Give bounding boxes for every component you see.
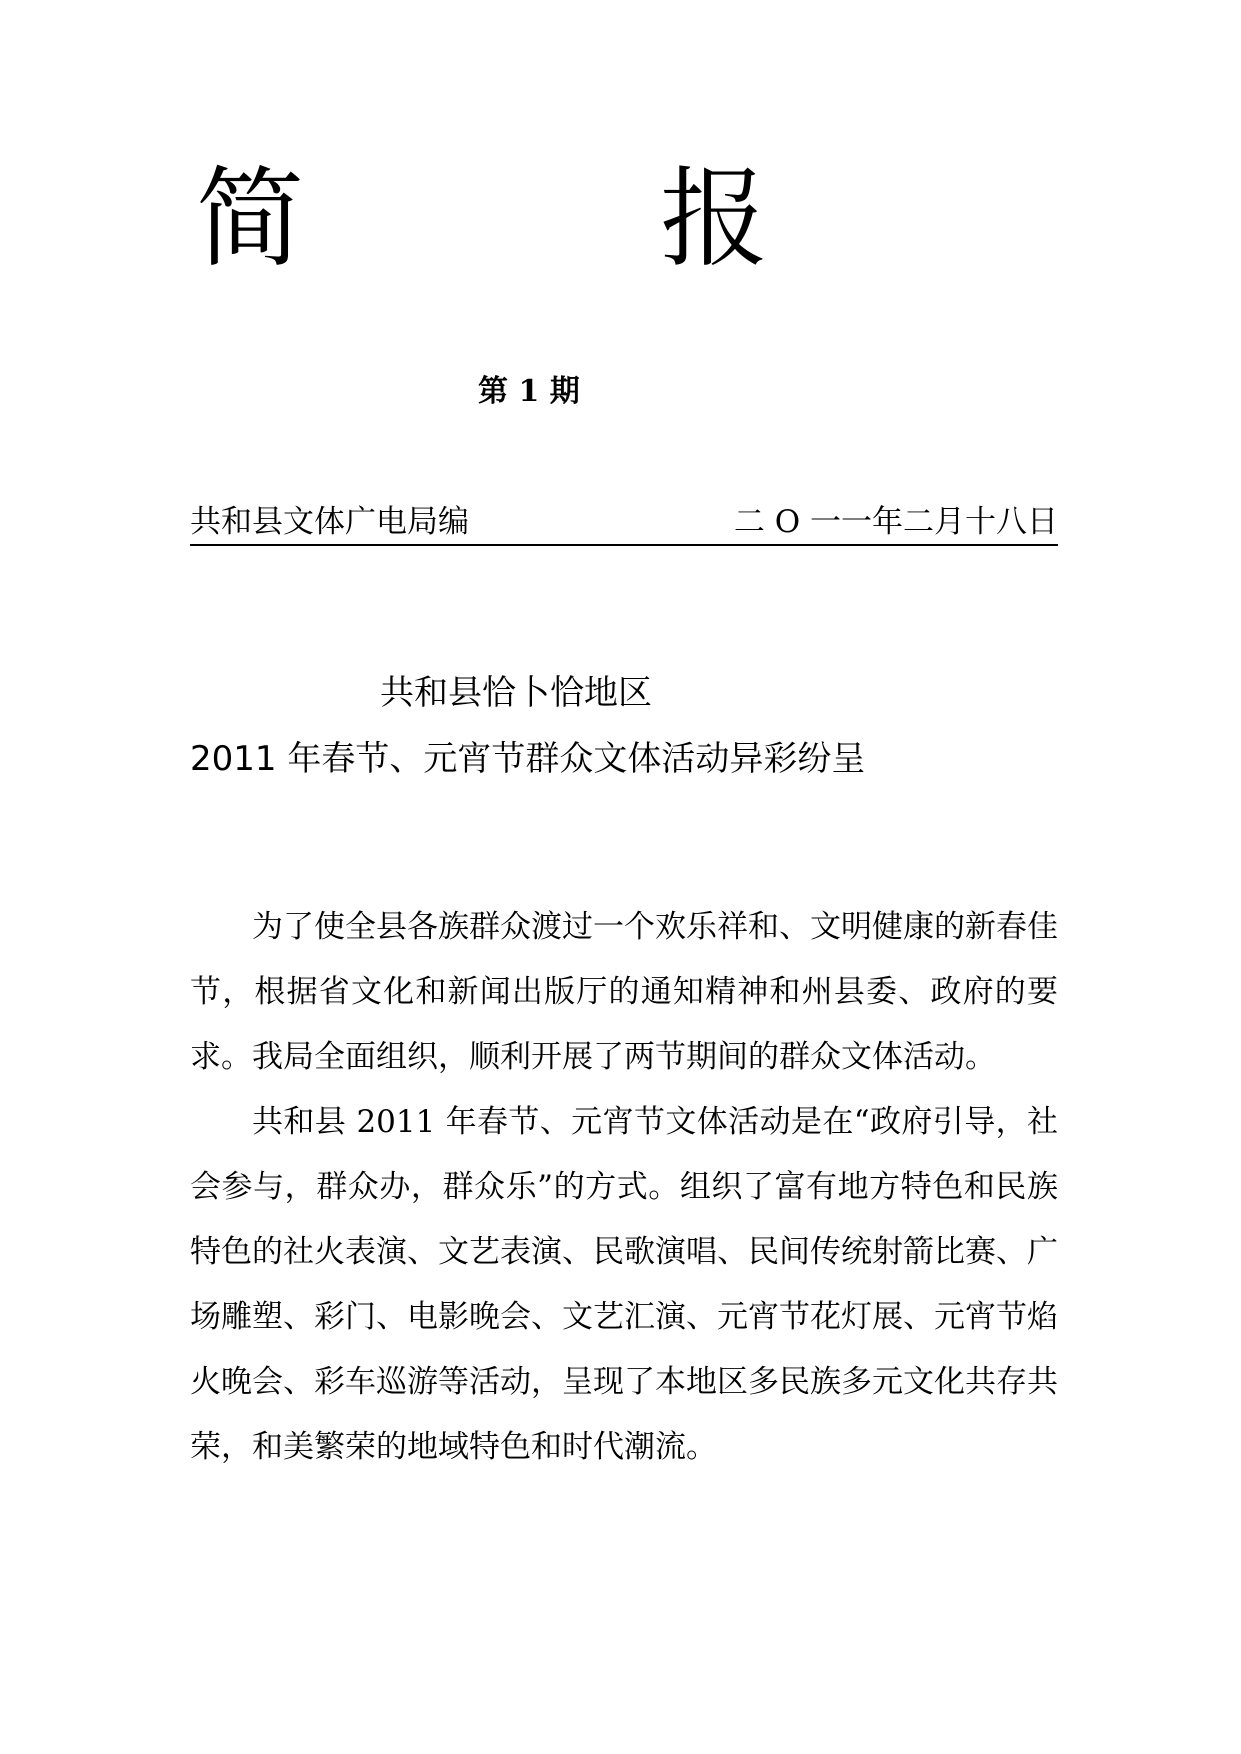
headline-line-2: 2011 年春节、元宵节群众文体活动异彩纷呈	[190, 739, 866, 779]
issue-number: 第 1 期	[478, 374, 580, 409]
body-paragraph: 为了使全县各族群众渡过一个欢乐祥和、文明健康的新春佳节，根据省文化和新闻出版厅的通知精神和州县委、政府的要求。我局全面组织，顺利开展了两节期间的群众文体活动。	[190, 909, 1058, 1075]
title-char-jian: 简	[196, 157, 305, 282]
headline-line-1: 共和县恰卜恰地区	[380, 673, 652, 713]
masthead-date: 二 O 一一年二月十八日	[733, 504, 1058, 540]
title-char-bao: 报	[660, 157, 769, 282]
masthead-editor: 共和县文体广电局编	[190, 504, 469, 540]
body-paragraph: 共和县 2011 年春节、元宵节文体活动是在“政府引导，社会参与，群众办，群众乐”的方式。组织了富有地方特色和民族特色的社火表演、文艺表演、民歌演唱、民间传统射箭比赛、广场雕塑、彩门、电影晚会、文艺汇演、元宵节花灯展、元宵节焰火晚会、彩车巡游等活动，呈现了本地区多民族多元文化共存共荣，和美繁荣的地域特色和时代潮流。	[190, 1104, 1058, 1465]
masthead	[190, 500, 1058, 546]
article-body	[190, 895, 1058, 1480]
